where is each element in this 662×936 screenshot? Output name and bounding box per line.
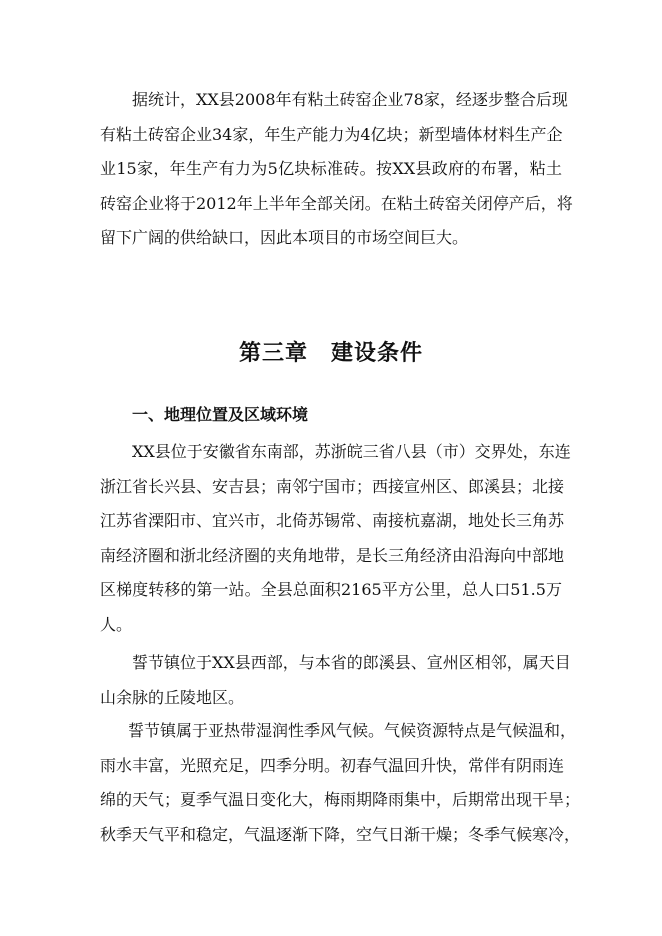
town-line-2: 山余脉的丘陵地区。 [100,687,245,707]
location-line-2: 浙江省长兴县、安吉县；南邻宁国市；西接宣州区、郎溪县；北接 [100,476,565,496]
intro-paragraph [100,83,573,256]
intro-line-4: 砖窑企业将于2012年上半年全部关闭。在粘土砖窑关闭停产后，将 [100,193,573,213]
chapter-title: 第三章 建设条件 [238,341,423,366]
town-line-1: 誓节镇位于XX县西部，与本省的郎溪县、宣州区相邻，属天目 [132,653,571,672]
location-paragraph [100,435,571,643]
climate-line-1: 誓节镇属于亚热带湿润性季风气候。气候资源特点是气候温和， [128,721,577,740]
intro-line-5: 留下广阔的供给缺口，因此本项目的市场空间巨大。 [100,228,469,248]
climate-line-4: 秋季天气平和稳定，气温逐渐下降，空气日渐干燥；冬季气候寒冷， [100,824,581,844]
town-paragraph [100,646,571,715]
location-line-3: 江苏省溧阳市、宜兴市，北倚苏锡常、南接杭嘉湖，地处长三角苏 [100,511,565,531]
location-line-4: 南经济圈和浙北经济圈的夹角地带，是长三角经济由沿海向中部地 [100,545,565,565]
location-line-1: XX县位于安徽省东南部，苏浙皖三省八县（市）交界处，东连 [132,442,571,461]
intro-line-1: 据统计，XX县2008年有粘土砖窑企业78家，经逐步整合后现 [132,90,568,109]
location-line-5: 区梯度转移的第一站。全县总面积2165平方公里，总人口51.5万 [100,580,562,600]
intro-line-2: 有粘土砖窑企业34家，年生产能力为4亿块；新型墙体材料生产企 [100,124,563,144]
location-line-6: 人。 [100,614,133,634]
section-heading: 一、地理位置及区域环境 [132,405,309,424]
climate-paragraph [100,714,581,852]
intro-line-3: 业15家，年生产有力为5亿块标准砖。按XX县政府的布署，粘土 [100,159,562,179]
climate-line-3: 绵的天气；夏季气温日变化大，梅雨期降雨集中，后期常出现干旱； [100,790,581,810]
climate-line-2: 雨水丰富，光照充足，四季分明。初春气温回升快，常伴有阴雨连 [100,755,565,775]
